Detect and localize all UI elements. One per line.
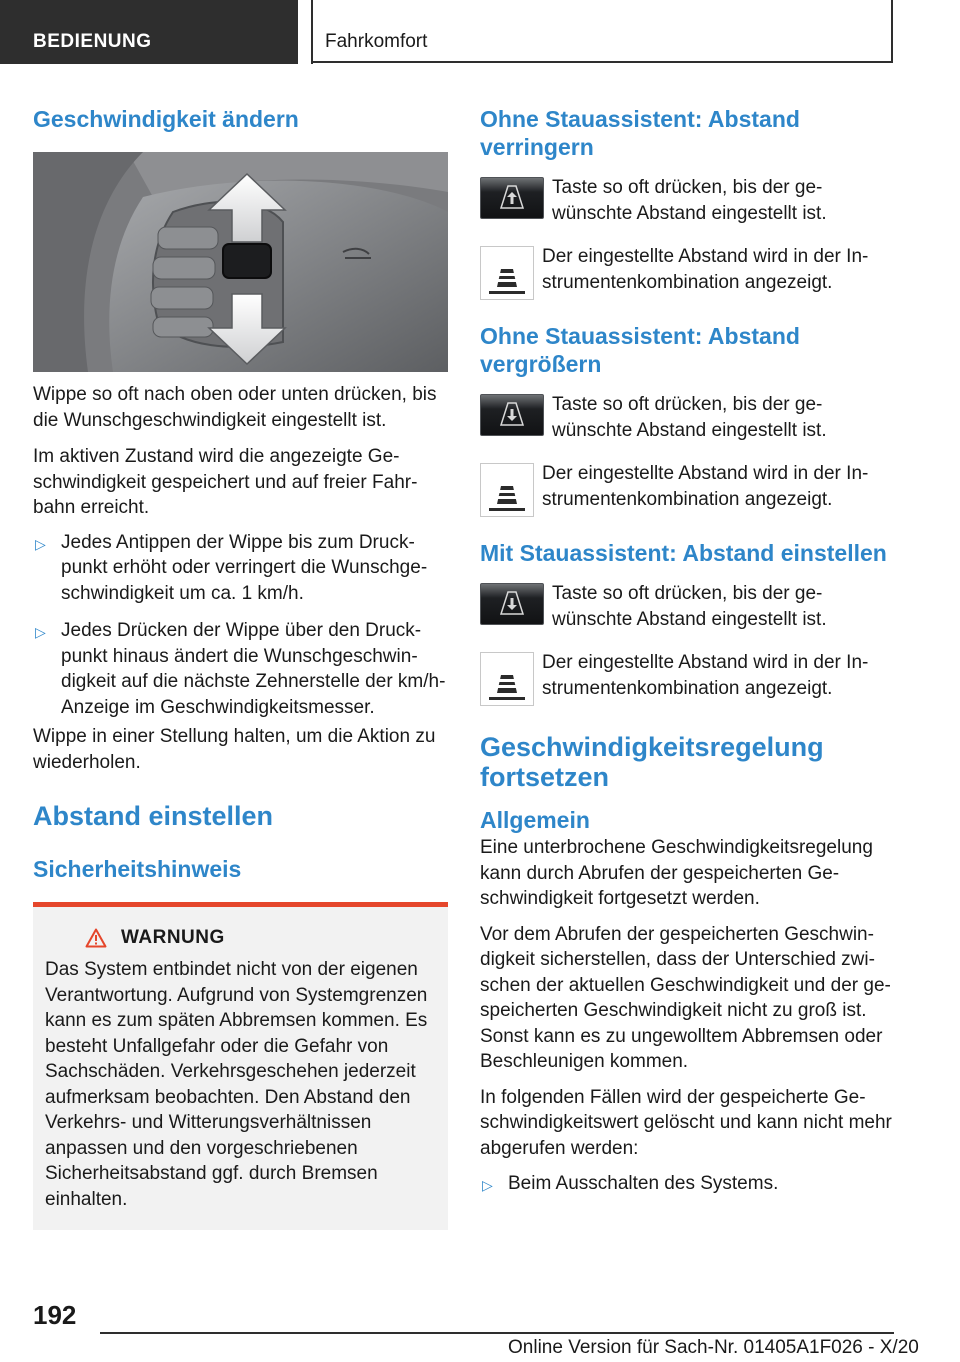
bullet-triangle-icon: ▷ bbox=[35, 535, 46, 552]
key-instruction-row bbox=[480, 175, 895, 226]
steering-wheel-rocker-image bbox=[33, 152, 448, 372]
header-chapter-tab bbox=[311, 0, 893, 63]
distance-display-icon bbox=[480, 463, 534, 517]
key-instruction-row bbox=[480, 392, 895, 443]
key-instruction-text: Taste so oft drücken, bis der gewünschte Abstand eingestellt ist. bbox=[552, 583, 827, 630]
heading-safety: Sicherheitshinweis bbox=[33, 856, 242, 882]
warning-header bbox=[85, 927, 436, 949]
right-column bbox=[480, 100, 895, 1197]
paragraph-rocker: Wippe so oft nach oben oder unten drücken, bis die Wunschgeschwindigkeit eingestellt ist. bbox=[33, 384, 437, 431]
paragraph-check-difference: Vor dem Abrufen der gespeicherten Geschwindigkeit sicherstellen, dass der Unterschied zwischen der aktuellen Geschwindigkeit und der gespeicherten Geschwindigkeit nicht zu groß ist. Sonst kann es zu ungewolltem Abbremsen oder Beschleunigen kommen. bbox=[480, 923, 891, 1072]
heading-speed-change: Geschwindigkeit ändern bbox=[33, 106, 299, 132]
heading-increase-distance: Ohne Stauassistent: Abstand vergrößern bbox=[480, 323, 800, 377]
list-item: ▷ Beim Ausschalten des Systems. bbox=[480, 1171, 895, 1197]
header-section-label: BEDIENUNG bbox=[33, 31, 152, 52]
warning-box bbox=[33, 902, 448, 1230]
list-item: ▷ Jedes Antippen der Wippe bis zum Druckpunkt erhöht oder verringert die Wunschgeschwindigkeit um ca. 1 km/h. bbox=[35, 531, 428, 604]
distance-display-icon bbox=[480, 246, 534, 300]
bullet-triangle-icon: ▷ bbox=[35, 624, 46, 640]
key-instruction-text: Taste so oft drücken, bis der gewünschte Abstand eingestellt ist. bbox=[552, 177, 827, 224]
warning-text: Das System entbindet nicht von der eigenen Verantwortung. Aufgrund von Systemgrenzen kann es zum späten Abbremsen kommen. Es besteht Unfallgefahr oder die Gefahr von Sachschäden. Verkehrsgeschehen jederzeit aufmerksam beobachten. Den Abstand den Verkehrs- und Witterungsverhältnissen anpassen und den vorgeschriebenen Sicherheitsabstand ggf. durch Bremsen einhalten. bbox=[45, 959, 428, 1210]
paragraph-deleted-cases: In folgenden Fällen wird der gespeicherte Geschwindigkeitswert gelöscht und kann nicht mehr abgerufen werden: bbox=[480, 1086, 892, 1159]
distance-key-icon bbox=[480, 583, 544, 625]
footer-online-version: Online Version für Sach-Nr. 01405A1F026 - X/20 bbox=[508, 1337, 919, 1358]
resume-bullet-list bbox=[480, 1171, 895, 1197]
steering-wheel-illustration bbox=[33, 152, 448, 372]
heading-set-distance: Mit Stauassistent: Abstand einstellen bbox=[480, 540, 887, 566]
display-instruction-text: Der eingestellte Abstand wird in der Instrumentenkombination angezeigt. bbox=[542, 246, 869, 293]
header-chapter-label: Fahrkomfort bbox=[325, 31, 428, 52]
display-instruction-text: Der eingestellte Abstand wird in der Instrumentenkombination angezeigt. bbox=[542, 652, 869, 699]
warning-triangle-icon bbox=[85, 928, 107, 948]
display-instruction-row bbox=[480, 244, 895, 300]
footer-divider bbox=[100, 1332, 894, 1334]
heading-general: Allgemein bbox=[480, 807, 590, 833]
list-item: ▷ Jedes Drücken der Wippe über den Druckpunkt hinaus ändert die Wunschgeschwindigkeit auf die nächste Zehnerstelle der km/h-Anzeige im Geschwindigkeitsmesser. bbox=[35, 620, 446, 718]
header-section-tab bbox=[0, 0, 298, 64]
warning-title: WARNUNG bbox=[121, 927, 225, 948]
distance-key-icon bbox=[480, 394, 544, 436]
section-set-distance-traffic-jam bbox=[480, 539, 895, 706]
left-column bbox=[33, 100, 448, 1230]
paragraph-hold-rocker: Wippe in einer Stellung halten, um die Aktion zu wiederholen. bbox=[33, 726, 436, 773]
paragraph-resume: Eine unterbrochene Geschwindigkeitsregelung kann durch Abrufen der gespeicherten Geschwindigkeit fortgesetzt werden. bbox=[480, 837, 873, 909]
section-increase-distance bbox=[480, 322, 895, 517]
section-decrease-distance bbox=[480, 105, 895, 300]
speed-bullet-list bbox=[33, 530, 448, 721]
key-instruction-text: Taste so oft drücken, bis der gewünschte Abstand eingestellt ist. bbox=[552, 394, 827, 441]
heading-resume-speed-control: Geschwindigkeitsregelung fortsetzen bbox=[480, 732, 824, 792]
display-instruction-row bbox=[480, 461, 895, 517]
page-number: 192 bbox=[33, 1300, 77, 1330]
key-instruction-row bbox=[480, 581, 895, 632]
distance-key-icon bbox=[480, 177, 544, 219]
heading-distance: Abstand einstellen bbox=[33, 801, 274, 831]
display-instruction-text: Der eingestellte Abstand wird in der Instrumentenkombination angezeigt. bbox=[542, 463, 869, 510]
display-instruction-row bbox=[480, 650, 895, 706]
distance-display-icon bbox=[480, 652, 534, 706]
heading-decrease-distance: Ohne Stauassistent: Abstand verringern bbox=[480, 106, 800, 160]
bullet-triangle-icon: ▷ bbox=[482, 1177, 493, 1193]
paragraph-active-state: Im aktiven Zustand wird die angezeigte Geschwindigkeit gespeichert und auf freier Fahrbahn erreicht. bbox=[33, 446, 418, 518]
